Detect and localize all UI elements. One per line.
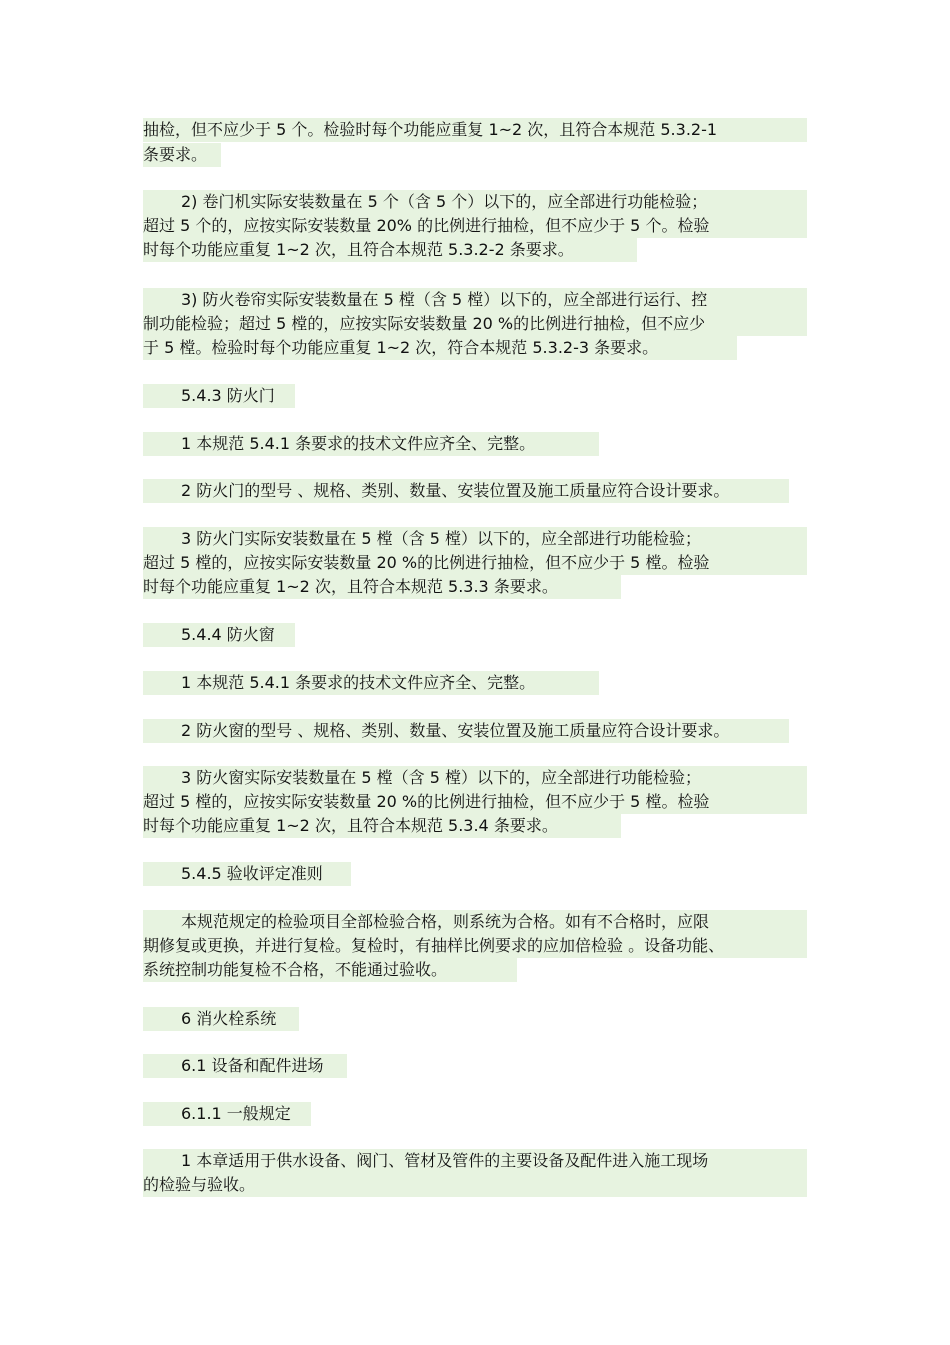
text-line: 3 防火窗实际安装数量在 5 樘（含 5 樘）以下的，应全部进行功能检验； (143, 766, 807, 790)
text-line: 超过 5 樘的，应按实际安装数量 20 %的比例进行抽检，但不应少于 5 樘。检验 (143, 790, 807, 814)
text-line: 2) 卷门机实际安装数量在 5 个（含 5 个）以下的，应全部进行功能检验； (143, 190, 807, 214)
text-line: 2 防火窗的型号 、规格、类别、数量、安装位置及施工质量应符合设计要求。 (143, 719, 789, 743)
text-line: 抽检，但不应少于 5 个。检验时每个功能应重复 1~2 次，且符合本规范 5.3.2-1 (143, 118, 807, 142)
text-line: 条要求。 (143, 143, 221, 167)
text-line: 制功能检验；超过 5 樘的，应按实际安装数量 20 %的比例进行抽检，但不应少 (143, 312, 807, 336)
text-line: 的检验与验收。 (143, 1173, 807, 1197)
document-page (143, 118, 807, 1196)
section-heading: 5.4.4 防火窗 (143, 623, 295, 647)
text-line: 1 本章适用于供水设备、阀门、管材及管件的主要设备及配件进入施工现场 (143, 1149, 807, 1173)
text-line: 超过 5 个的，应按实际安装数量 20% 的比例进行抽检，但不应少于 5 个。检验 (143, 214, 807, 238)
section-heading: 5.4.5 验收评定准则 (143, 862, 351, 886)
text-line: 超过 5 樘的，应按实际安装数量 20 %的比例进行抽检，但不应少于 5 樘。检验 (143, 551, 807, 575)
text-line: 期修复或更换，并进行复检。复检时，有抽样比例要求的应加倍检验 。设备功能、 (143, 934, 807, 958)
text-line: 3 防火门实际安装数量在 5 樘（含 5 樘）以下的，应全部进行功能检验； (143, 527, 807, 551)
section-heading: 6 消火栓系统 (143, 1007, 299, 1031)
text-line: 1 本规范 5.4.1 条要求的技术文件应齐全、完整。 (143, 671, 599, 695)
text-line: 系统控制功能复检不合格，不能通过验收。 (143, 958, 517, 982)
text-line: 2 防火门的型号 、规格、类别、数量、安装位置及施工质量应符合设计要求。 (143, 479, 789, 503)
section-heading: 6.1 设备和配件进场 (143, 1054, 347, 1078)
text-line: 时每个功能应重复 1~2 次，且符合本规范 5.3.2-2 条要求。 (143, 238, 637, 262)
text-line: 时每个功能应重复 1~2 次，且符合本规范 5.3.4 条要求。 (143, 814, 621, 838)
section-heading: 6.1.1 一般规定 (143, 1102, 311, 1126)
text-line: 本规范规定的检验项目全部检验合格，则系统为合格。如有不合格时，应限 (143, 910, 807, 934)
text-line: 1 本规范 5.4.1 条要求的技术文件应齐全、完整。 (143, 432, 599, 456)
text-line: 3) 防火卷帘实际安装数量在 5 樘（含 5 樘）以下的，应全部进行运行、控 (143, 288, 807, 312)
text-line: 于 5 樘。检验时每个功能应重复 1~2 次，符合本规范 5.3.2-3 条要求。 (143, 336, 737, 360)
text-line: 时每个功能应重复 1~2 次，且符合本规范 5.3.3 条要求。 (143, 575, 621, 599)
section-heading: 5.4.3 防火门 (143, 384, 295, 408)
